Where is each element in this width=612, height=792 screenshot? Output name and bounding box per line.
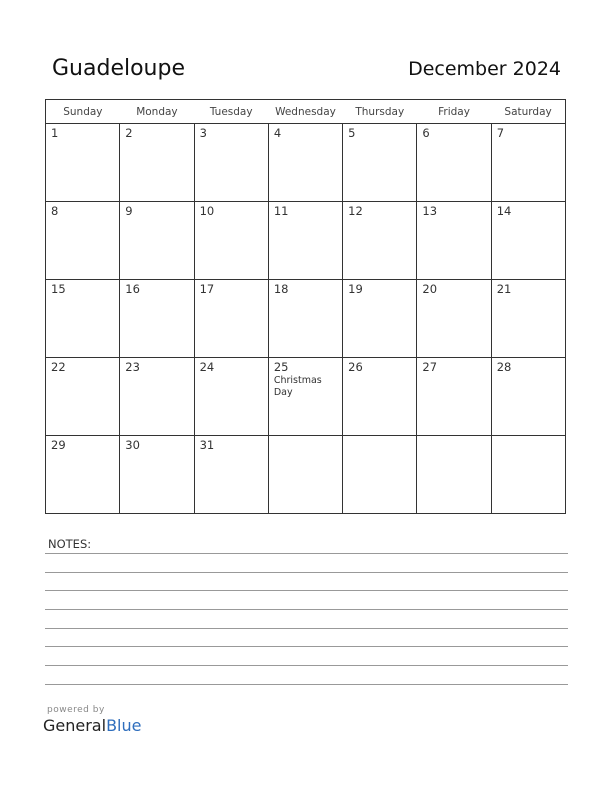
day-number: 5 xyxy=(348,126,356,140)
day-number: 13 xyxy=(422,204,438,218)
day-number: 18 xyxy=(273,282,289,296)
weekday-header: Friday xyxy=(417,100,491,124)
day-cell xyxy=(417,202,491,280)
day-cell xyxy=(46,358,120,436)
day-number: 3 xyxy=(199,126,207,140)
day-number: 16 xyxy=(125,282,140,296)
day-cell xyxy=(46,202,120,280)
day-cell xyxy=(46,124,120,202)
day-cell xyxy=(194,436,268,514)
day-number: 19 xyxy=(348,282,363,296)
note-line xyxy=(45,684,568,685)
note-line xyxy=(45,646,568,647)
day-number: 12 xyxy=(348,204,363,218)
day-cell xyxy=(343,358,417,436)
day-number: 25 xyxy=(273,360,289,374)
brand-logo xyxy=(43,716,141,735)
week-row xyxy=(46,280,566,358)
note-line xyxy=(45,665,568,666)
day-number: 29 xyxy=(51,438,66,452)
brand-blue: Blue xyxy=(106,716,142,735)
day-cell xyxy=(268,280,342,358)
day-number xyxy=(417,436,490,438)
day-cell xyxy=(491,436,565,514)
week-row xyxy=(46,124,566,202)
day-number: 10 xyxy=(199,204,215,218)
day-number: 28 xyxy=(496,360,512,374)
notes-label: NOTES: xyxy=(48,537,92,551)
day-number: 11 xyxy=(273,204,289,218)
day-number: 23 xyxy=(125,360,140,374)
day-number: 22 xyxy=(51,360,66,374)
day-cell xyxy=(194,202,268,280)
day-number: 14 xyxy=(496,204,512,218)
week-row xyxy=(46,358,566,436)
week-row xyxy=(46,436,566,514)
day-cell xyxy=(268,436,342,514)
day-number: 30 xyxy=(125,438,140,452)
note-line xyxy=(45,609,568,610)
day-cell xyxy=(491,280,565,358)
day-number xyxy=(269,436,342,438)
day-cell xyxy=(268,202,342,280)
note-line xyxy=(45,628,568,629)
day-number: 6 xyxy=(422,126,430,140)
day-cell xyxy=(194,124,268,202)
note-line xyxy=(45,590,568,591)
day-cell xyxy=(343,124,417,202)
day-cell xyxy=(491,202,565,280)
day-number: 15 xyxy=(51,282,66,296)
day-cell xyxy=(343,280,417,358)
day-cell xyxy=(194,280,268,358)
day-number: 2 xyxy=(125,126,133,140)
day-cell xyxy=(417,124,491,202)
day-cell xyxy=(417,358,491,436)
calendar-grid xyxy=(45,99,566,514)
day-number: 27 xyxy=(422,360,438,374)
weekday-header: Saturday xyxy=(491,100,565,124)
day-cell xyxy=(417,436,491,514)
day-number: 1 xyxy=(51,126,59,140)
day-cell xyxy=(120,124,194,202)
page-title: Guadeloupe xyxy=(52,56,185,81)
brand-general: General xyxy=(43,716,107,735)
day-cell xyxy=(46,280,120,358)
day-cell xyxy=(268,124,342,202)
day-cell xyxy=(120,202,194,280)
day-number xyxy=(492,436,565,438)
day-cell xyxy=(120,280,194,358)
day-number: 4 xyxy=(273,126,282,140)
weekday-header: Thursday xyxy=(343,100,417,124)
day-number: 31 xyxy=(199,438,215,452)
day-number: 26 xyxy=(348,360,363,374)
day-cell xyxy=(194,358,268,436)
day-cell xyxy=(343,202,417,280)
day-cell xyxy=(417,280,491,358)
day-number xyxy=(343,436,416,438)
day-number: 9 xyxy=(125,204,133,218)
weekday-header: Monday xyxy=(120,100,194,124)
day-number: 24 xyxy=(199,360,215,374)
month-label: December 2024 xyxy=(408,58,561,80)
powered-by-text: powered by xyxy=(47,705,105,715)
day-cell xyxy=(491,358,565,436)
day-cell xyxy=(268,358,342,436)
holiday-label: Christmas Day xyxy=(273,375,322,398)
day-cell xyxy=(491,124,565,202)
day-number: 8 xyxy=(51,204,59,218)
day-cell xyxy=(120,436,194,514)
weekday-header: Wednesday xyxy=(268,100,342,124)
day-number: 21 xyxy=(496,282,512,296)
day-number: 17 xyxy=(199,282,215,296)
note-line xyxy=(45,553,568,554)
weekday-header: Tuesday xyxy=(194,100,268,124)
day-number: 7 xyxy=(496,126,505,140)
day-cell xyxy=(343,436,417,514)
day-number: 20 xyxy=(422,282,438,296)
note-line xyxy=(45,572,568,573)
day-cell xyxy=(46,436,120,514)
weekday-header: Sunday xyxy=(46,100,120,124)
week-row xyxy=(46,202,566,280)
day-cell xyxy=(120,358,194,436)
